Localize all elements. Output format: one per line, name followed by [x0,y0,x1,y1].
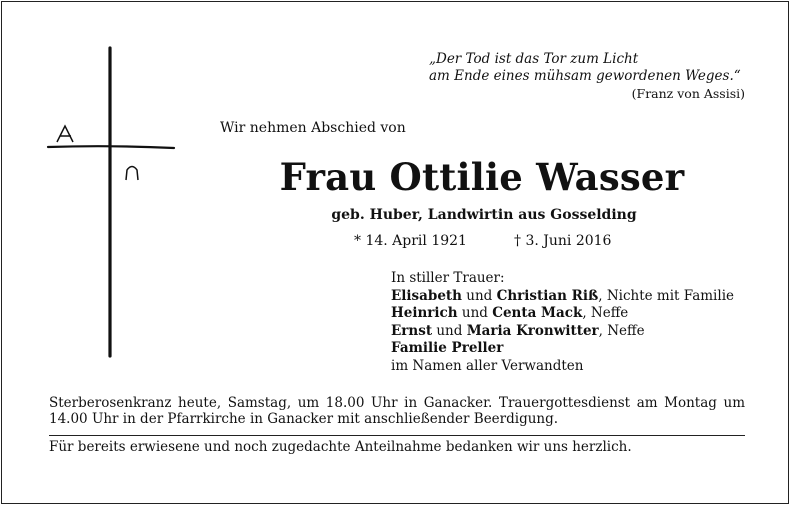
mourner-family [391,340,734,358]
funeral-info: Sterberosenkranz heute, Samstag, um 18.00 Uhr in Ganacker. Trauergottesdienst am Montag um 14.00 Uhr in der Pfarrkirche in Ganacker mit anschließender Beerdigung. [49,395,745,427]
relation: , Nichte mit Familie [598,287,735,304]
relation: , Neffe [582,305,629,322]
thanks-text: Für bereits erwiesene und noch zugedachte Anteilnahme bedanken wir uns herzlich. [49,439,632,455]
birth-date: * 14. April 1921 [354,233,467,249]
mourner-row [391,288,734,306]
divider [49,435,745,436]
relation: , Neffe [598,322,645,339]
conjunction: und [461,287,497,304]
mourner-row [391,305,734,323]
quote [429,51,745,102]
mourner-name: Centa Mack [492,305,583,322]
conjunction: und [432,322,467,339]
mourner-name: Christian Riß [496,287,599,304]
mourners-list [391,270,734,376]
intro-text: Wir nehmen Abschied von [220,120,406,136]
mourner-name: Heinrich [391,305,458,322]
mourner-name: Ernst [391,322,433,339]
deceased-subtitle: geb. Huber, Landwirtin aus Gosselding [331,207,637,223]
mourner-name: Elisabeth [391,287,462,304]
cross-alpha-omega-icon [40,44,180,364]
death-date: † 3. Juni 2016 [514,233,612,249]
quote-author: (Franz von Assisi) [631,86,745,101]
mourner-row [391,323,734,341]
mourners-closing: im Namen aller Verwandten [391,357,584,374]
quote-line-1: „Der Tod ist das Tor zum Licht [429,51,639,67]
mourner-name: Maria Kronwitter [466,322,599,339]
quote-line-2: am Ende eines mühsam gewordenen Weges.“ [429,68,741,84]
family-name: Familie Preller [391,340,504,357]
deceased-name: Frau Ottilie Wasser [279,155,685,199]
obituary-notice [1,1,789,504]
mourners-heading: In stiller Trauer: [391,270,505,286]
conjunction: und [457,305,493,322]
